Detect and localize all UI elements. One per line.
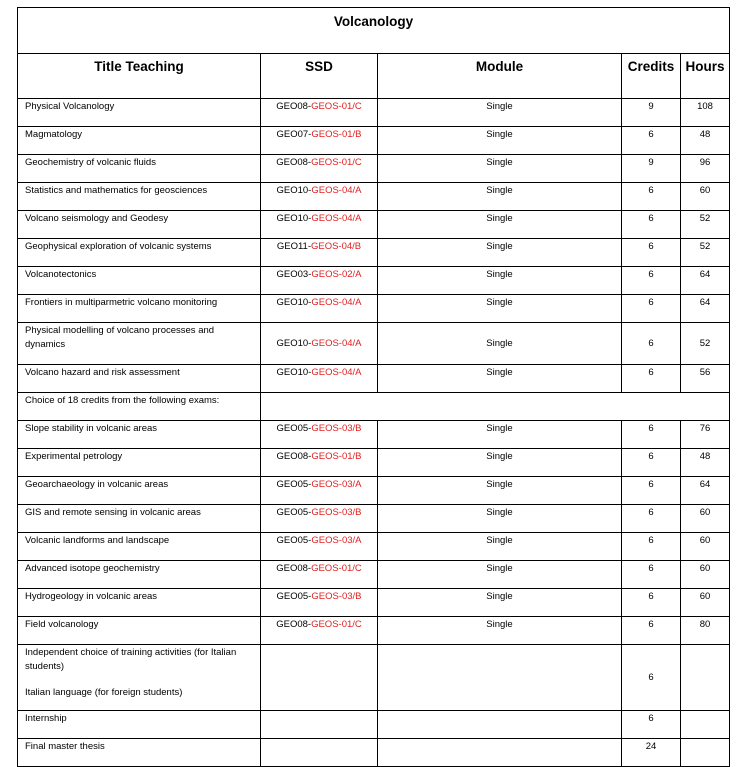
table-row — [18, 365, 730, 393]
header-module: Module — [378, 54, 622, 99]
hours-cell: 60 — [681, 505, 730, 533]
ssd-prefix: GEO11- — [276, 241, 311, 252]
module-cell: Single — [378, 295, 622, 323]
ssd-prefix: GEO08- — [276, 563, 312, 574]
module-cell: Single — [378, 533, 622, 561]
table-row — [18, 239, 730, 267]
ssd-code: GEOS-04/A — [311, 338, 362, 349]
course-title: Statistics and mathematics for geosciences — [18, 183, 261, 211]
header-ssd: SSD — [261, 54, 378, 99]
course-title: Volcanic landforms and landscape — [18, 533, 261, 561]
module-cell: Single — [378, 239, 622, 267]
ssd-code: GEOS-01/C — [311, 101, 362, 112]
hours-cell: 56 — [681, 365, 730, 393]
hours-cell — [681, 739, 730, 767]
italian-language-label: Italian language (for foreign students) — [25, 687, 183, 698]
course-title: Slope stability in volcanic areas — [18, 421, 261, 449]
ssd-code: GEOS-01/B — [311, 451, 362, 462]
module-cell: Single — [378, 421, 622, 449]
hours-cell: 52 — [681, 211, 730, 239]
ssd-prefix: GEO07- — [276, 129, 312, 140]
ssd-cell — [261, 561, 378, 589]
ssd-cell — [261, 155, 378, 183]
ssd-code: GEOS-01/C — [311, 157, 362, 168]
ssd-code: GEOS-01/C — [311, 619, 362, 630]
course-title: Physical modelling of volcano processes and dynamics — [18, 323, 261, 365]
course-title: Volcanotectonics — [18, 267, 261, 295]
course-title: Physical Volcanology — [18, 99, 261, 127]
ssd-prefix: GEO03- — [276, 269, 312, 280]
course-title: Frontiers in multiparmetric volcano monitoring — [18, 295, 261, 323]
module-cell: Single — [378, 99, 622, 127]
table-row — [18, 127, 730, 155]
ssd-cell — [261, 267, 378, 295]
course-title: GIS and remote sensing in volcanic areas — [18, 505, 261, 533]
ssd-code: GEOS-01/B — [311, 129, 362, 140]
credits-cell: 6 — [622, 323, 681, 365]
hours-cell: 76 — [681, 421, 730, 449]
hours-cell: 64 — [681, 477, 730, 505]
hours-cell: 108 — [681, 99, 730, 127]
course-title: Geophysical exploration of volcanic systems — [18, 239, 261, 267]
table-row — [18, 211, 730, 239]
module-cell: Single — [378, 127, 622, 155]
hours-cell: 48 — [681, 127, 730, 155]
table-row-thesis — [18, 739, 730, 767]
ssd-code: GEOS-04/A — [311, 297, 362, 308]
curriculum-table — [17, 7, 730, 767]
ssd-cell — [261, 505, 378, 533]
ssd-cell — [261, 449, 378, 477]
ssd-code: GEOS-01/C — [311, 563, 362, 574]
credits-cell: 6 — [622, 183, 681, 211]
table-row-internship — [18, 711, 730, 739]
ssd-cell — [261, 295, 378, 323]
hours-cell: 52 — [681, 239, 730, 267]
ssd-code: GEOS-03/A — [311, 535, 362, 546]
ssd-cell — [261, 239, 378, 267]
table-row — [18, 449, 730, 477]
hours-cell: 64 — [681, 295, 730, 323]
credits-cell: 6 — [622, 127, 681, 155]
course-title: Volcano hazard and risk assessment — [18, 365, 261, 393]
table-row — [18, 295, 730, 323]
ssd-cell — [261, 211, 378, 239]
table-row — [18, 421, 730, 449]
ssd-cell — [261, 421, 378, 449]
ssd-prefix: GEO10- — [276, 213, 312, 224]
credits-cell: 6 — [622, 295, 681, 323]
course-title: Experimental petrology — [18, 449, 261, 477]
ssd-code: GEOS-04/B — [310, 241, 362, 252]
credits-cell: 6 — [622, 711, 681, 739]
ssd-prefix: GEO05- — [276, 507, 312, 518]
ssd-cell — [261, 99, 378, 127]
hours-cell: 52 — [681, 323, 730, 365]
elective-section-row — [18, 393, 730, 421]
ssd-cell — [261, 127, 378, 155]
elective-choice-label: Choice of 18 credits from the following exams: — [18, 393, 261, 421]
ssd-code: GEOS-04/A — [311, 367, 362, 378]
ssd-prefix: GEO10- — [276, 367, 312, 378]
credits-cell: 6 — [622, 617, 681, 645]
credits-cell: 6 — [622, 365, 681, 393]
ssd-code: GEOS-04/A — [311, 213, 362, 224]
ssd-prefix: GEO05- — [276, 423, 312, 434]
module-cell: Single — [378, 449, 622, 477]
ssd-cell — [261, 183, 378, 211]
module-cell: Single — [378, 183, 622, 211]
credits-cell: 6 — [622, 239, 681, 267]
hours-cell: 60 — [681, 533, 730, 561]
module-cell: Single — [378, 155, 622, 183]
credits-cell: 24 — [622, 739, 681, 767]
header-title-teaching: Title Teaching — [18, 54, 261, 99]
table-row — [18, 183, 730, 211]
module-cell: Single — [378, 211, 622, 239]
ssd-cell — [261, 617, 378, 645]
ssd-prefix: GEO10- — [276, 338, 312, 349]
module-cell — [378, 739, 622, 767]
ssd-prefix: GEO08- — [276, 101, 312, 112]
header-row — [18, 54, 730, 99]
credits-cell: 6 — [622, 267, 681, 295]
module-cell: Single — [378, 267, 622, 295]
header-hours: Hours — [681, 54, 730, 99]
credits-cell: 6 — [622, 589, 681, 617]
ssd-code: GEOS-03/B — [311, 507, 362, 518]
credits-cell: 9 — [622, 99, 681, 127]
ssd-code: GEOS-03/B — [311, 591, 362, 602]
table-row — [18, 533, 730, 561]
module-cell: Single — [378, 505, 622, 533]
module-cell: Single — [378, 365, 622, 393]
table-title-row — [18, 8, 730, 54]
module-cell — [378, 711, 622, 739]
ssd-cell — [261, 477, 378, 505]
hours-cell: 48 — [681, 449, 730, 477]
course-title: Advanced isotope geochemistry — [18, 561, 261, 589]
module-cell: Single — [378, 323, 622, 365]
table-row-independent-choice — [18, 645, 730, 711]
independent-choice-label: Independent choice of training activities (for Italian students) — [25, 647, 237, 672]
hours-cell: 64 — [681, 267, 730, 295]
credits-cell: 6 — [622, 561, 681, 589]
elective-choice-empty — [261, 393, 730, 421]
table-row — [18, 323, 730, 365]
ssd-prefix: GEO08- — [276, 157, 312, 168]
credits-cell: 6 — [622, 211, 681, 239]
hours-cell: 80 — [681, 617, 730, 645]
module-cell — [378, 645, 622, 711]
ssd-cell — [261, 365, 378, 393]
ssd-cell — [261, 739, 378, 767]
ssd-prefix: GEO05- — [276, 479, 312, 490]
ssd-cell — [261, 589, 378, 617]
credits-cell: 6 — [622, 421, 681, 449]
hours-cell: 60 — [681, 561, 730, 589]
course-title: Geochemistry of volcanic fluids — [18, 155, 261, 183]
ssd-code: GEOS-02/A — [311, 269, 362, 280]
table-title: Volcanology — [18, 8, 730, 54]
module-cell: Single — [378, 561, 622, 589]
ssd-cell — [261, 533, 378, 561]
table-row — [18, 617, 730, 645]
course-title: Hydrogeology in volcanic areas — [18, 589, 261, 617]
table-row — [18, 477, 730, 505]
ssd-cell — [261, 645, 378, 711]
ssd-code: GEOS-04/A — [311, 185, 362, 196]
course-title: Geoarchaeology in volcanic areas — [18, 477, 261, 505]
credits-cell: 6 — [622, 477, 681, 505]
ssd-cell — [261, 323, 378, 365]
hours-cell: 96 — [681, 155, 730, 183]
ssd-prefix: GEO08- — [276, 619, 312, 630]
course-title: Volcano seismology and Geodesy — [18, 211, 261, 239]
hours-cell — [681, 645, 730, 711]
ssd-prefix: GEO05- — [276, 535, 312, 546]
table-row — [18, 561, 730, 589]
ssd-code: GEOS-03/B — [311, 423, 362, 434]
ssd-prefix: GEO10- — [276, 297, 312, 308]
ssd-prefix: GEO10- — [276, 185, 312, 196]
course-title — [18, 645, 261, 711]
credits-cell: 6 — [622, 449, 681, 477]
credits-cell: 6 — [622, 645, 681, 711]
course-title: Internship — [18, 711, 261, 739]
module-cell: Single — [378, 477, 622, 505]
module-cell: Single — [378, 589, 622, 617]
credits-cell: 6 — [622, 505, 681, 533]
table-row — [18, 99, 730, 127]
course-title: Final master thesis — [18, 739, 261, 767]
credits-cell: 6 — [622, 533, 681, 561]
header-credits: Credits — [622, 54, 681, 99]
ssd-prefix: GEO08- — [276, 451, 312, 462]
table-row — [18, 505, 730, 533]
ssd-code: GEOS-03/A — [311, 479, 362, 490]
credits-cell: 9 — [622, 155, 681, 183]
table-row — [18, 589, 730, 617]
hours-cell: 60 — [681, 183, 730, 211]
ssd-prefix: GEO05- — [276, 591, 312, 602]
course-title: Field volcanology — [18, 617, 261, 645]
hours-cell — [681, 711, 730, 739]
table-row — [18, 155, 730, 183]
table-row — [18, 267, 730, 295]
course-title: Magmatology — [18, 127, 261, 155]
module-cell: Single — [378, 617, 622, 645]
ssd-cell — [261, 711, 378, 739]
hours-cell: 60 — [681, 589, 730, 617]
